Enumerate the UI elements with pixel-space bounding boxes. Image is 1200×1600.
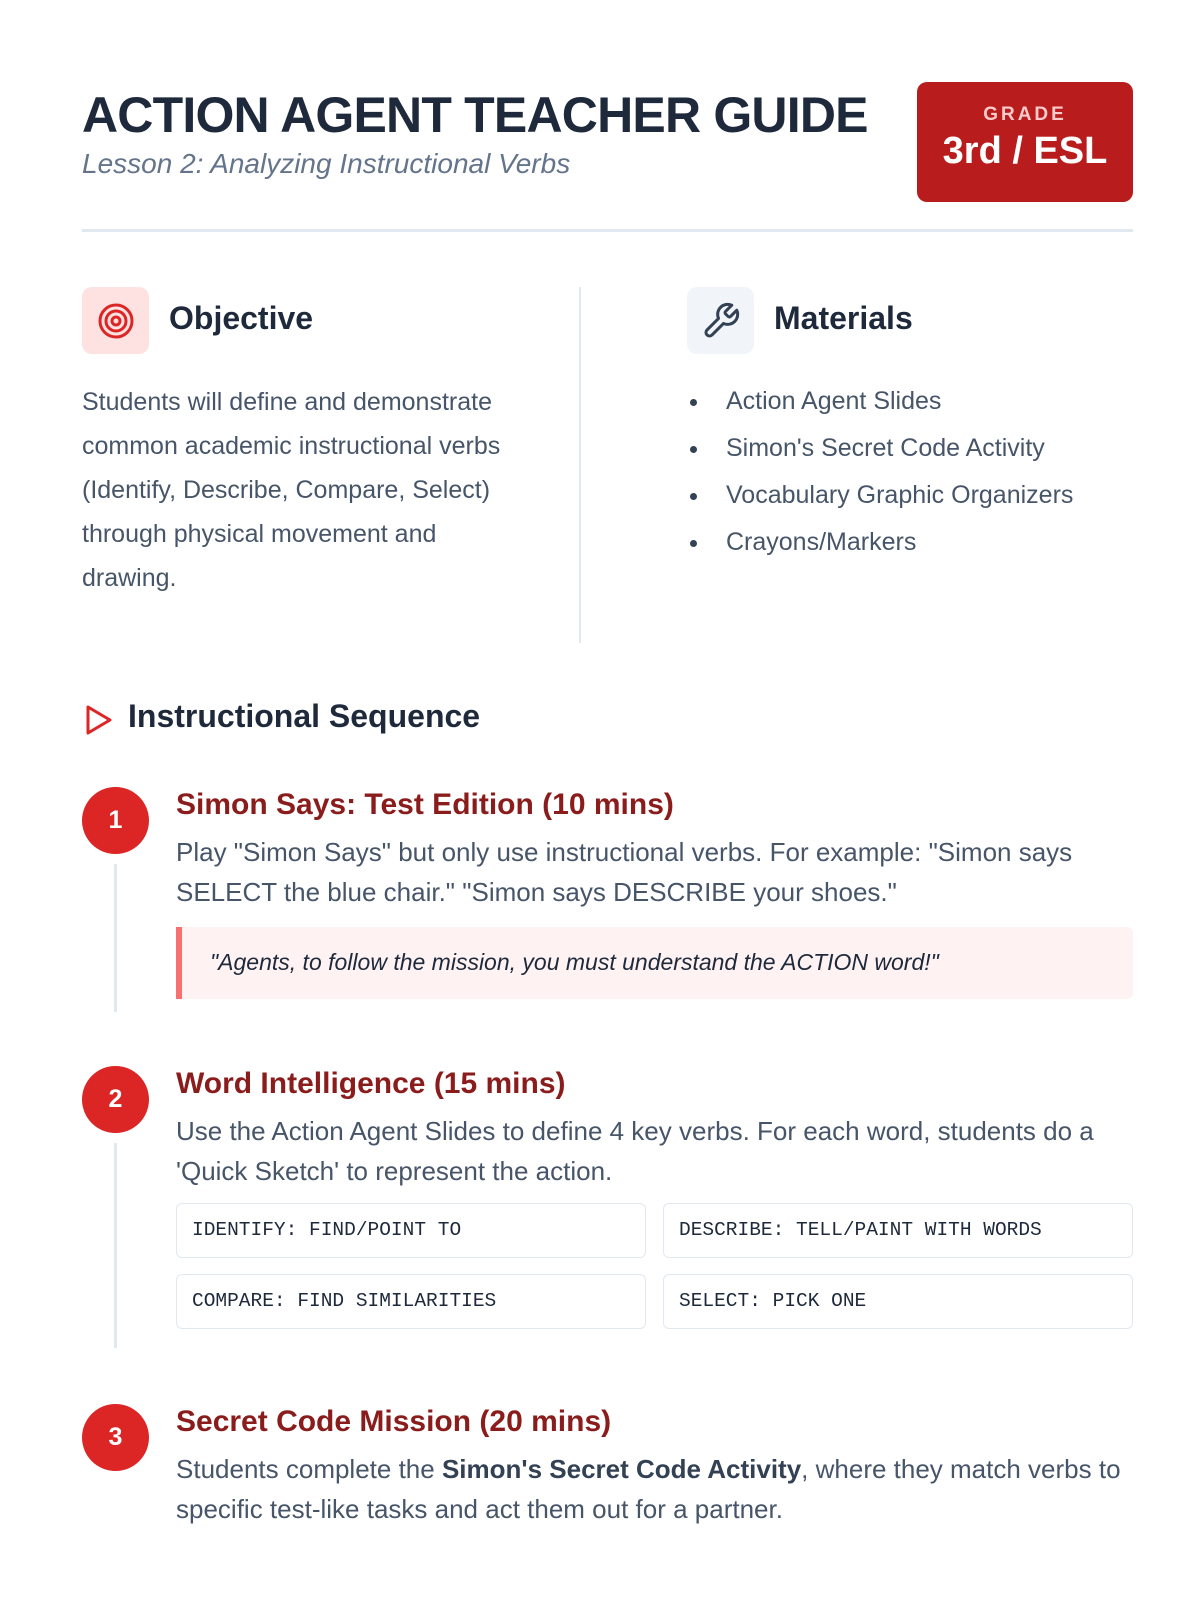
step-connector	[114, 864, 117, 1012]
step-description: Play "Simon Says" but only use instructional verbs. For example: "Simon says SELECT the blue chair." "Simon says DESCRIBE your shoes."	[176, 837, 1073, 907]
step-title: Simon Says: Test Edition (10 mins)	[176, 788, 674, 821]
materials-item: Vocabulary Graphic Organizers	[688, 472, 1073, 519]
vocab-card-compare: COMPARE: FIND SIMILARITIES	[176, 1274, 646, 1329]
lesson-subtitle: Lesson 2: Analyzing Instructional Verbs	[82, 148, 571, 179]
grade-badge	[917, 82, 1133, 202]
grade-value: 3rd / ESL	[942, 130, 1108, 172]
materials-item: Simon's Secret Code Activity	[688, 425, 1073, 472]
step-description: Use the Action Agent Slides to define 4 key verbs. For each word, students do a 'Quick Sketch' to represent the action.	[176, 1116, 1094, 1186]
step-title: Secret Code Mission (20 mins)	[176, 1405, 612, 1438]
objective-heading: Objective	[169, 300, 314, 336]
activity-name: Simon's Secret Code Activity	[441, 1454, 802, 1484]
step-number-3: 3	[82, 1404, 149, 1471]
step-number-1: 1	[82, 787, 149, 854]
step-number-2: 2	[82, 1066, 149, 1133]
column-divider	[579, 287, 581, 643]
vocab-card-describe: DESCRIBE: TELL/PAINT WITH WORDS	[663, 1203, 1133, 1258]
step-description-lead: Students complete the	[176, 1454, 442, 1484]
vocab-card-select: SELECT: PICK ONE	[663, 1274, 1133, 1329]
quote-text: "Agents, to follow the mission, you must understand the ACTION word!"	[210, 949, 939, 975]
step-description-tail: , where they match verbs to specific test-like tasks and act them out for a partner.	[176, 1454, 1121, 1524]
step-connector	[114, 1143, 117, 1348]
step-description	[176, 1449, 1136, 1529]
vocab-card-identify: IDENTIFY: FIND/POINT TO	[176, 1203, 646, 1258]
page-title: ACTION AGENT TEACHER GUIDE	[82, 87, 868, 143]
header-divider	[82, 229, 1133, 232]
grade-label: GRADE	[983, 104, 1067, 125]
target-icon	[82, 287, 149, 354]
materials-item: Action Agent Slides	[688, 378, 1073, 425]
wrench-icon	[687, 287, 754, 354]
step-title: Word Intelligence (15 mins)	[176, 1067, 566, 1100]
materials-list	[688, 378, 1073, 566]
agent-quote	[176, 927, 1133, 999]
materials-heading: Materials	[774, 300, 913, 336]
objective-text: Students will define and demonstrate common academic instructional verbs (Identify, Describe, Compare, Select) through physical movement and drawing.	[82, 388, 501, 592]
teacher-guide-page	[82, 0, 1133, 1600]
materials-item: Crayons/Markers	[688, 519, 1073, 566]
sequence-heading: Instructional Sequence	[128, 698, 481, 734]
play-icon	[84, 704, 114, 736]
guide-header	[82, 82, 1133, 202]
